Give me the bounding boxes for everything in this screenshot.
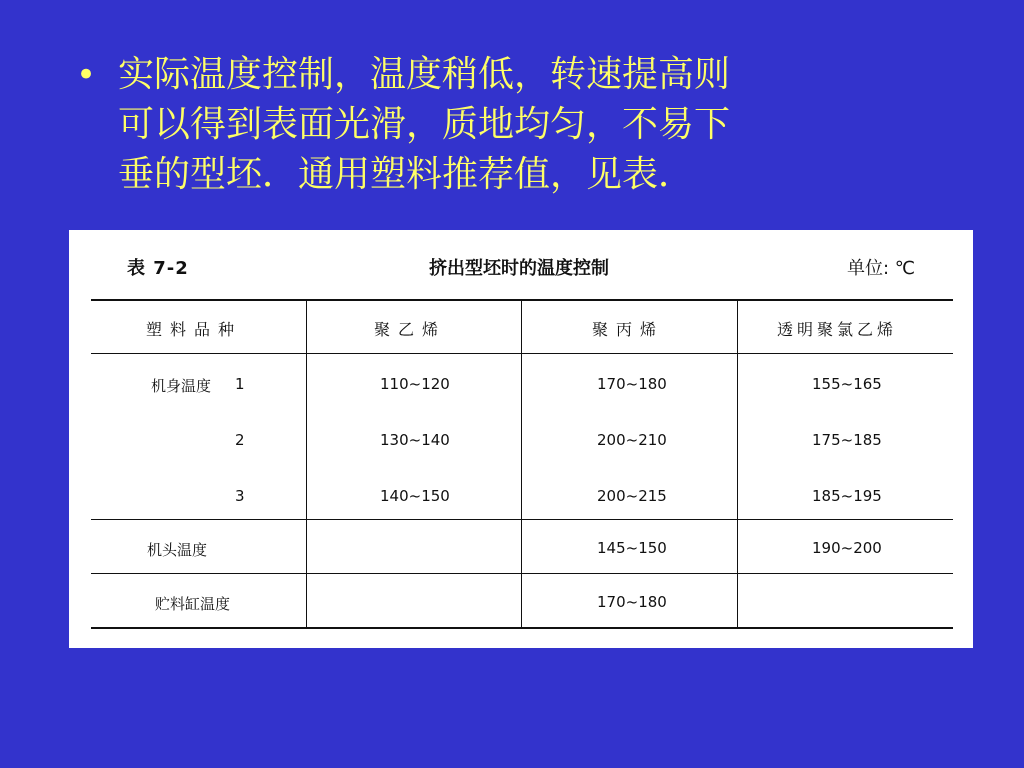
value-pp-3: 200~215 xyxy=(597,487,667,505)
table-header-rule xyxy=(91,353,953,354)
value-pp-2: 200~210 xyxy=(597,431,667,449)
table-title: 挤出型坯时的温度控制 xyxy=(429,258,609,279)
row-sub-1: 1 xyxy=(235,375,245,393)
header-polypropylene: 聚丙烯 xyxy=(592,320,665,339)
table-row-rule xyxy=(91,519,953,520)
table-top-rule xyxy=(91,299,953,301)
value-pe-3: 140~150 xyxy=(380,487,450,505)
table-column-rule xyxy=(521,301,522,627)
row-sub-3: 3 xyxy=(235,487,245,505)
header-material: 塑料品种 xyxy=(146,320,243,339)
value-pvc-2: 175~185 xyxy=(812,431,882,449)
bullet-text xyxy=(118,50,730,200)
table-caption-row xyxy=(89,254,953,284)
bullet-line-3: 垂的型坯．通用塑料推荐值，见表． xyxy=(118,154,695,195)
row-label-accumulator-temp: 贮料缸温度 xyxy=(155,595,231,613)
table-row-rule xyxy=(91,573,953,574)
row-label-die-temp: 机头温度 xyxy=(147,541,208,559)
row-label-barrel-temp: 机身温度 xyxy=(151,377,212,395)
value-pvc-1: 155~165 xyxy=(812,375,882,393)
temperature-table-image xyxy=(69,230,973,648)
temperature-table xyxy=(91,299,953,631)
value-pp-1: 170~180 xyxy=(597,375,667,393)
value-pe-1: 110~120 xyxy=(380,375,450,393)
bullet-line-2: 可以得到表面光滑，质地均匀，不易下 xyxy=(118,104,731,145)
value-pp-accumulator: 170~180 xyxy=(597,593,667,611)
table-column-rule xyxy=(306,301,307,627)
header-polyethylene: 聚乙烯 xyxy=(374,320,447,339)
table-unit: 单位: ℃ xyxy=(847,258,916,279)
table-column-rule xyxy=(737,301,738,627)
bullet-icon: • xyxy=(76,55,97,95)
header-transparent-pvc: 透明聚氯乙烯 xyxy=(777,320,898,339)
table-bottom-rule xyxy=(91,627,953,629)
value-pvc-die: 190~200 xyxy=(812,539,882,557)
row-sub-2: 2 xyxy=(235,431,245,449)
value-pe-2: 130~140 xyxy=(380,431,450,449)
table-number: 表 7-2 xyxy=(127,258,189,279)
value-pvc-3: 185~195 xyxy=(812,487,882,505)
value-pp-die: 145~150 xyxy=(597,539,667,557)
bullet-line-1: 实际温度控制，温度稍低，转速提高则 xyxy=(118,54,731,95)
